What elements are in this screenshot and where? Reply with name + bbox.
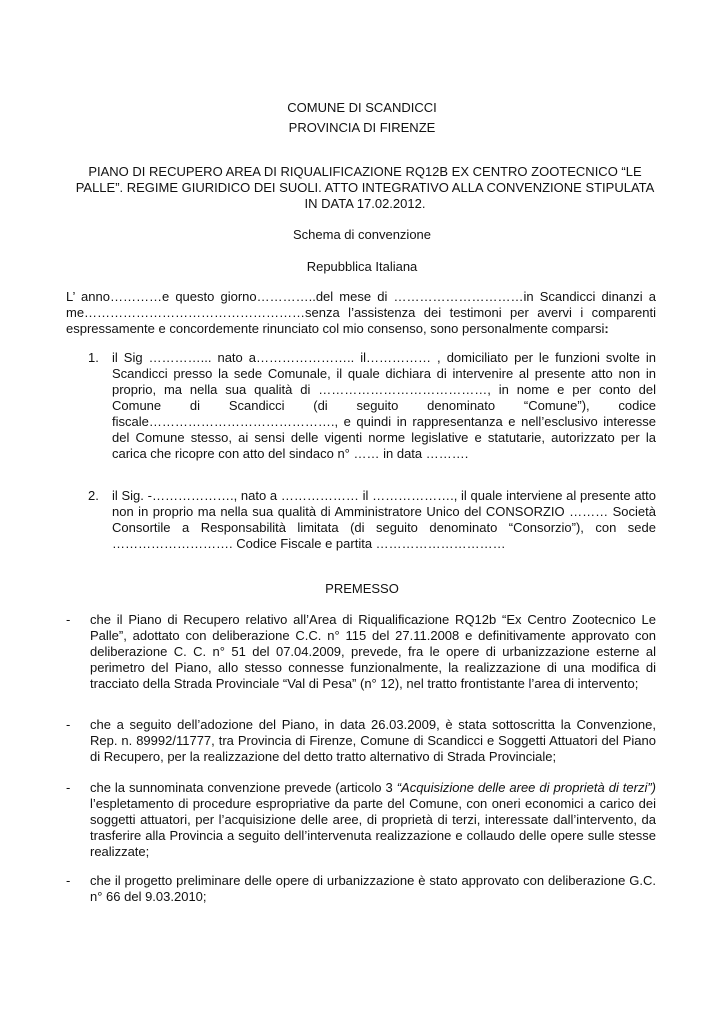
header-province: PROVINCIA DI FIRENZE [288,120,436,135]
premise-text: che il Piano di Recupero relativo all’Area di Riqualificazione RQ12b “Ex Centro Zootecnico Le Palle”, adottato con deliberazione C.C. n° 115 del 27.11.2008 e definitivamente approvato con deliberazione C. C. n° 51 del 07.04.2009, prevede, fra le opere di urbanizzazione esterne al perimetro del Piano, allo stesso connesse funzionalmente, la realizzazione di una modifica di tracciato della Strada Provinciale “Val di Pesa” (n° 12), nel tratto frontistante l’area di intervento; [90,612,656,691]
premise-dash: - [66,873,71,888]
party-number: 2. [88,488,99,503]
premise-dash: - [66,612,71,627]
document-header [0,98,724,138]
premise-text: che a seguito dell’adozione del Piano, in data 26.03.2009, è stata sottoscritta la Convenzione, Rep. n. 89992/11777, tra Provincia di Firenze, Comune di Scandicci e Soggetti Attuatori del Piano di Recupero, per la realizzazione del detto tratto alternativo di Strada Provinciale; [90,717,656,764]
premise-text: che il progetto preliminare delle opere di urbanizzazione è stato approvato con deliberazione G.C. n° 66 del 9.03.2010; [90,873,656,904]
schema-subtitle: Schema di convenzione [292,227,432,242]
premise-text [90,780,656,860]
premise-dash: - [66,780,71,795]
premise-italic-title: “Acquisizione delle aree di proprietà di terzi”) [396,780,657,795]
premise-text-start: che la sunnominata convenzione prevede (articolo 3 [90,780,397,795]
premise-dash: - [66,717,71,732]
repubblica-heading: Repubblica Italiana [306,259,418,274]
premesso-heading: PREMESSO [325,581,399,596]
header-municipality: COMUNE DI SCANDICCI [287,100,437,115]
party-item [66,350,656,462]
party-number: 1. [88,350,99,365]
premise-text-end: l’espletamento di procedure espropriative da parte del Comune, con oneri economici a carico dei soggetti attuatori, per l’acquisizione delle aree, di proprietà di terzi, interessate dall’intervento, da trasferire alla Provincia a seguito dell’intervenuta realizzazione e collaudo delle opere sulle stesse realizzate; [90,796,656,859]
party-text: il Sig. -………………., nato a ……………… il ………………., il quale interviene al presente atto non in proprio ma nella sua qualità di Amministratore Unico del CONSORZIO ……… Società Consortile a Responsabilità limitata (di seguito denominato “Consorzio”), con sede ………………………. Codice Fiscale e partita ………………………… [112,488,656,551]
party-text: il Sig …………... nato a………………….. il…………… , domiciliato per le funzioni svolte in Scandicci presso la sede Comunale, il quale dichiara di intervenire al presente atto non in proprio, ma nella sua qualità di …………………………………, in nome e per conto del Comune di Scandicci (di seguito denominato “Comune”), codice fiscale……………………………………., e quindi in rappresentanza e nell’esclusivo interesse del Comune stesso, ai sensi delle vigenti norme legislative e statutarie, autorizzato per la carica che ricopre con atto del sindaco n° …… in data ………. [112,350,656,461]
document-title: PIANO DI RECUPERO AREA DI RIQUALIFICAZIONE RQ12B EX CENTRO ZOOTECNICO “LE PALLE”. REGIME GIURIDICO DEI SUOLI. ATTO INTEGRATIVO ALLA CONVENZIONE STIPULATA IN DATA 17.02.2012. [75,164,655,211]
intro-colon: : [604,321,609,336]
intro-text: L’ anno…………e questo giorno…………..del mese di …………………………in Scandicci dinanzi a me……………………………………………senza l’assistenza dei testimoni per avervi i comparenti espressamente e concordemente rinunciato col mio consenso, sono personalmente comparsi [66,289,656,336]
party-item [66,488,656,552]
intro-paragraph [66,289,656,337]
